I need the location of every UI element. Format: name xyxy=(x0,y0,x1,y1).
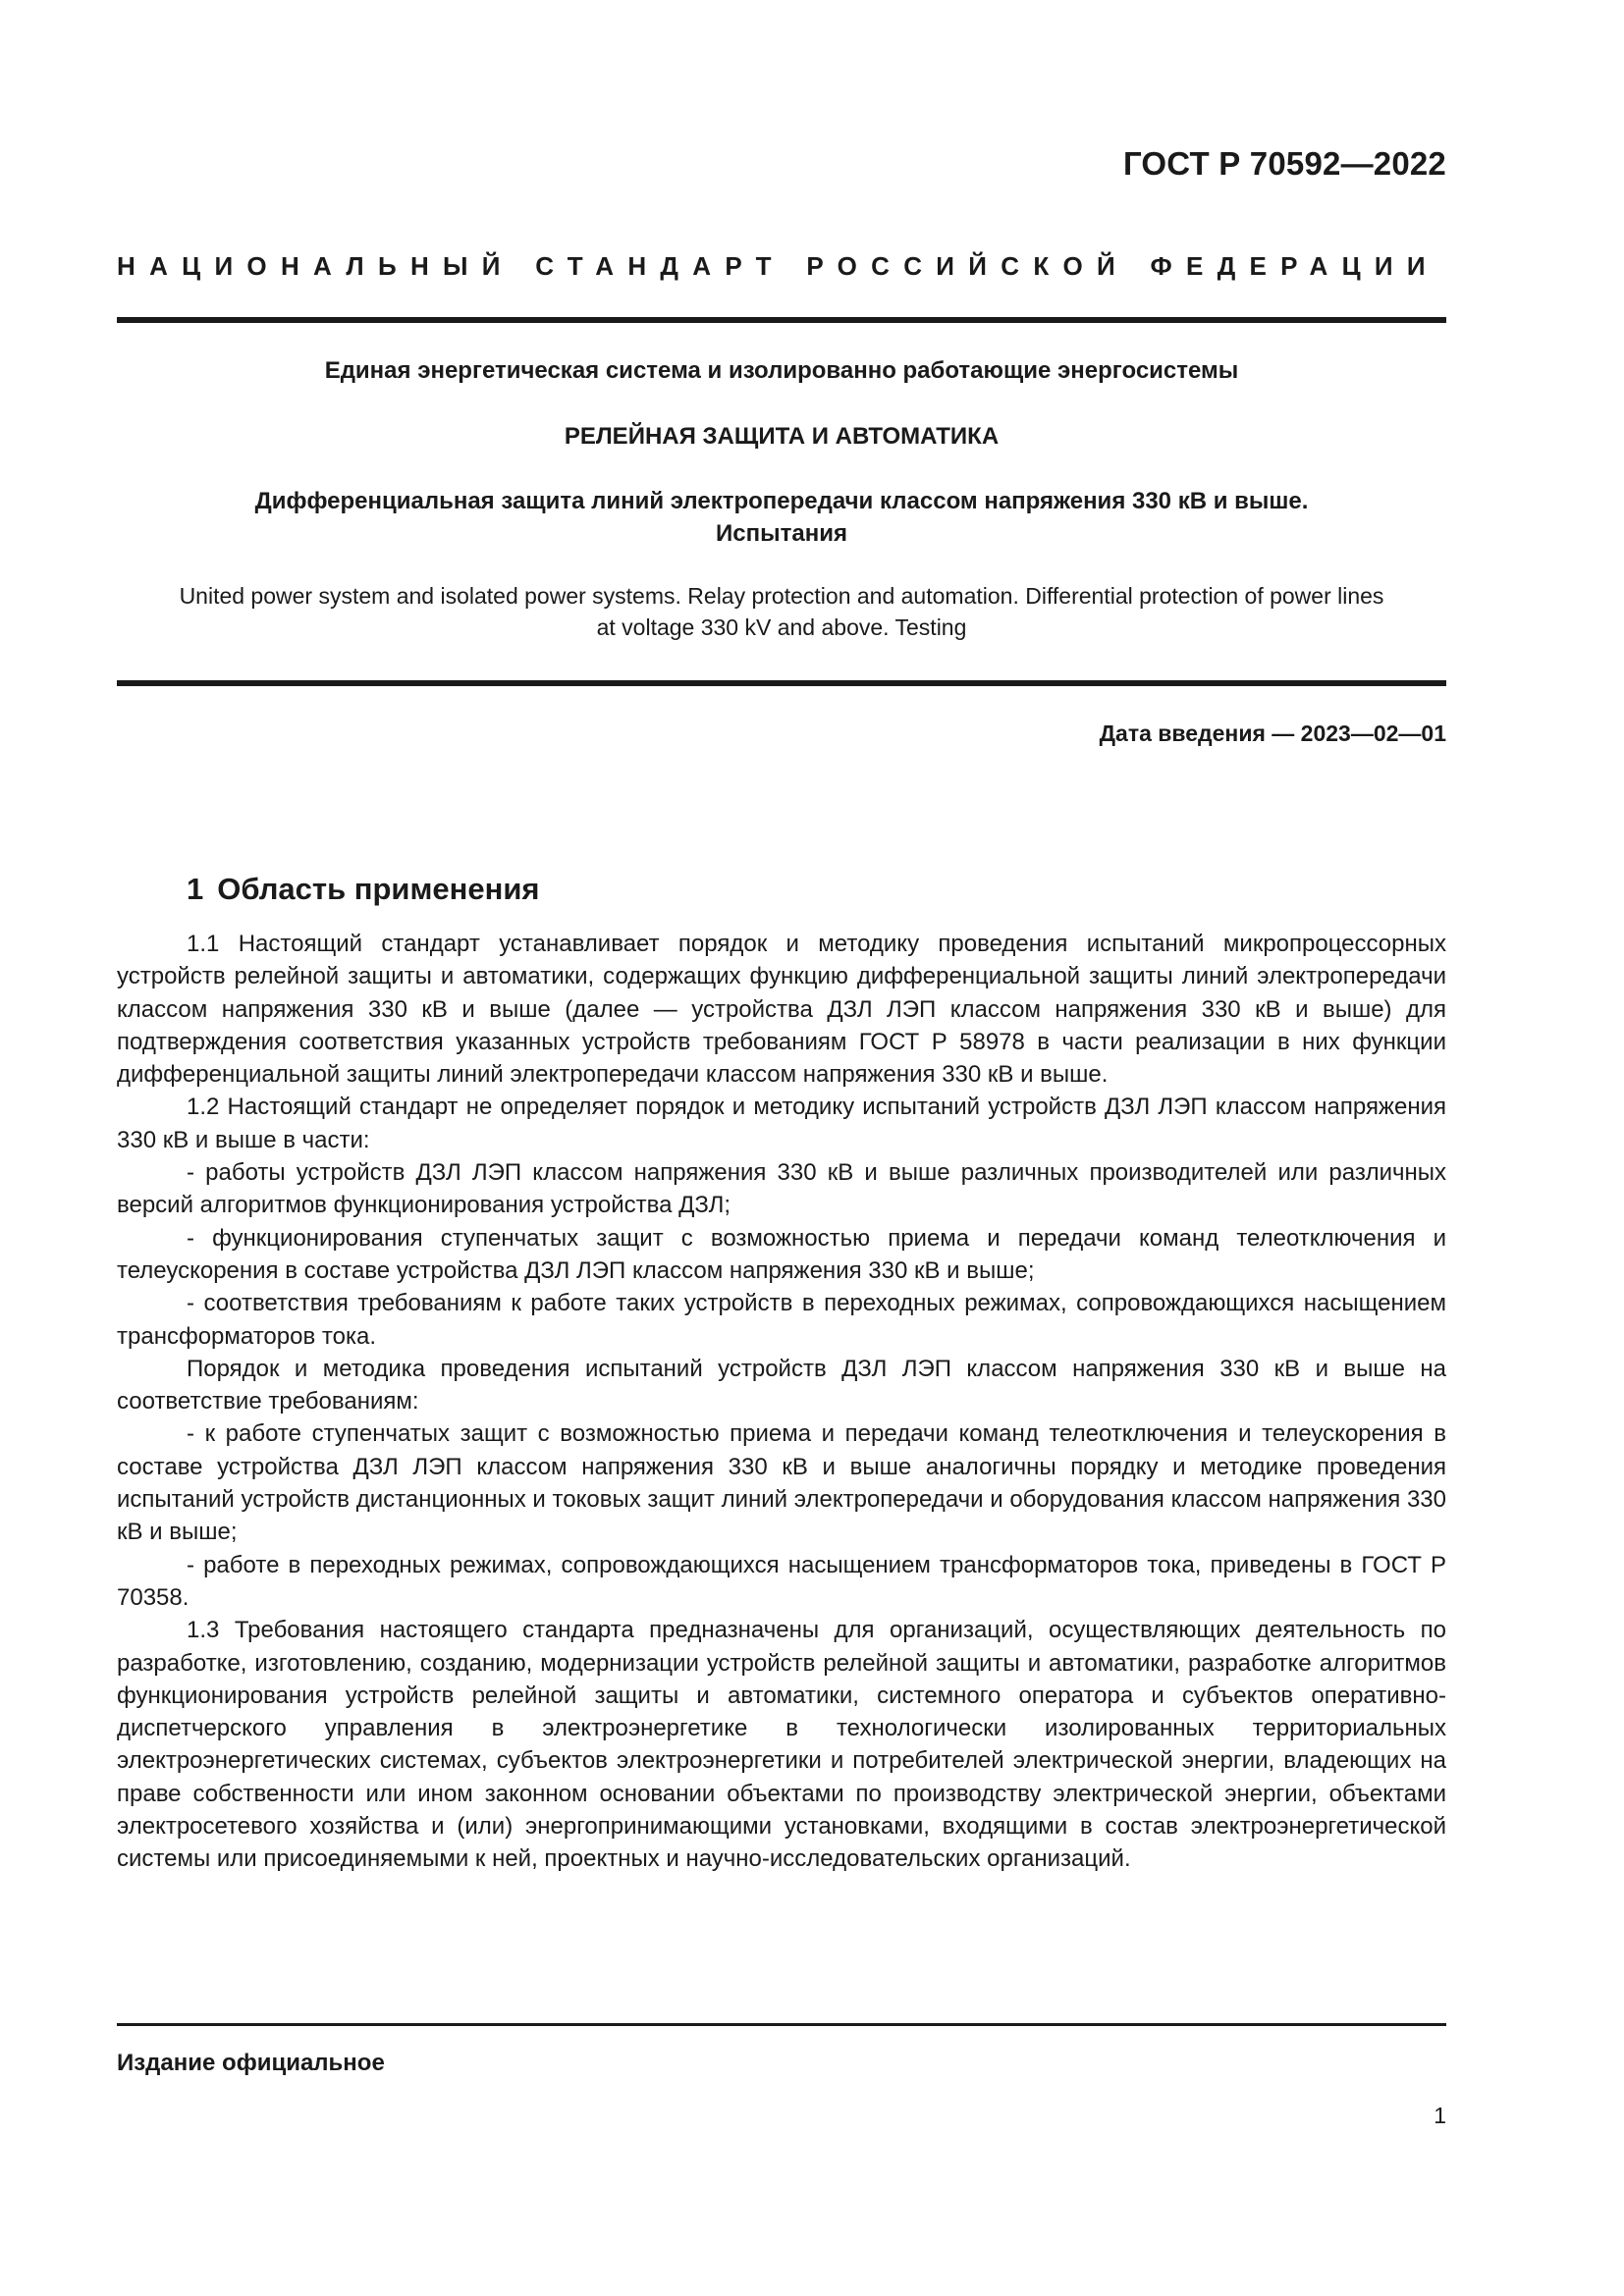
main-title-line-2: Испытания xyxy=(716,520,847,547)
main-title xyxy=(117,485,1446,550)
list-item: - работы устройств ДЗЛ ЛЭП классом напряжения 330 кВ и выше различных производителей или различных версий алгоритмов функционирования устройства ДЗЛ; xyxy=(117,1159,1446,1219)
section-title-text: Область применения xyxy=(217,872,540,906)
title-divider xyxy=(117,680,1446,686)
document-page xyxy=(117,0,1446,2296)
list-item: - к работе ступенчатых защит с возможностью приема и передачи команд телеотключения и телеускорения в составе устройства ДЗЛ ЛЭП классом напряжения 330 кВ и выше аналогичны порядку и методике проведения испытаний устройств дистанционных и токовых защит линий электропередачи и оборудования классом напряжения 330 кВ и выше; xyxy=(117,1420,1446,1546)
page-number: 1 xyxy=(1434,2103,1446,2128)
list-item: - работе в переходных режимах, сопровождающихся насыщением трансформаторов тока, приведены в ГОСТ Р 70358. xyxy=(117,1551,1446,1611)
paragraph: 1.3 Требования настоящего стандарта предназначены для организаций, осуществляющих деятельность по разработке, изготовлению, созданию, модернизации устройств релейной защиты и автоматики, разработке алгоритмов функционирования устройств релейной защиты и автоматики, системного оператора и субъектов оперативно-диспетчерского управления в электроэнергетике в технологически изолированных территориальных электроэнергетических системах, субъектов электроэнергетики и потребителей электрической энергии, владеющих на праве собственности или ином законном основании объектами по производству электрической энергии, объектами электросетевого хозяйства и (или) энергопринимающими установками, входящими в состав электроэнергетической системы или присоединяемыми к ней, проектных и научно-исследовательских организаций. xyxy=(117,1617,1446,1873)
english-title-line-1: United power system and isolated power systems. Relay protection and automation. Differential protection of power lines xyxy=(179,583,1384,609)
section-heading xyxy=(187,872,540,907)
top-divider xyxy=(117,317,1446,323)
paragraph: Порядок и методика проведения испытаний устройств ДЗЛ ЛЭП классом напряжения 330 кВ и выше на соответствие требованиям: xyxy=(117,1355,1446,1415)
section-number: 1 xyxy=(187,872,204,906)
paragraph: 1.1 Настоящий стандарт устанавливает порядок и методику проведения испытаний микропроцессорных устройств релейной защиты и автоматики, содержащих функцию дифференциальной защиты линий электропередачи классом напряжения 330 кВ и выше (далее — устройства ДЗЛ ЛЭП классом напряжения 330 кВ и выше) для подтверждения соответствия указанных устройств требованиям ГОСТ Р 58978 в части реализации в них функции дифференциальной защиты линий электропередачи классом напряжения 330 кВ и выше. xyxy=(117,931,1446,1089)
footer-divider xyxy=(117,2023,1446,2026)
introduction-date: Дата введения — 2023—02—01 xyxy=(1099,721,1446,746)
edition-label: Издание официальное xyxy=(117,2050,385,2076)
document-number: ГОСТ Р 70592—2022 xyxy=(1122,145,1446,182)
list-item: - функционирования ступенчатых защит с возможностью приема и передачи команд телеотключения и телеускорения в составе устройства ДЗЛ ЛЭП классом напряжения 330 кВ и выше; xyxy=(117,1224,1446,1284)
english-title xyxy=(117,580,1446,643)
main-title-line-1: Дифференциальная защита линий электропередачи классом напряжения 330 кВ и выше. xyxy=(254,488,1309,514)
section-body xyxy=(117,928,1446,1876)
subject-title: РЕЛЕЙНАЯ ЗАЩИТА И АВТОМАТИКА xyxy=(564,423,1000,450)
system-title: Единая энергетическая система и изолированно работающие энергосистемы xyxy=(324,357,1239,384)
english-title-line-2: at voltage 330 kV and above. Testing xyxy=(596,614,967,640)
list-item: - соответствия требованиям к работе таких устройств в переходных режимах, сопровождающихся насыщением трансформаторов тока. xyxy=(117,1290,1446,1350)
national-standard-header: НАЦИОНАЛЬНЫЙ СТАНДАРТ РОССИЙСКОЙ ФЕДЕРАЦИИ xyxy=(117,251,1439,281)
paragraph: 1.2 Настоящий стандарт не определяет порядок и методику испытаний устройств ДЗЛ ЛЭП классом напряжения 330 кВ и выше в части: xyxy=(117,1094,1446,1153)
